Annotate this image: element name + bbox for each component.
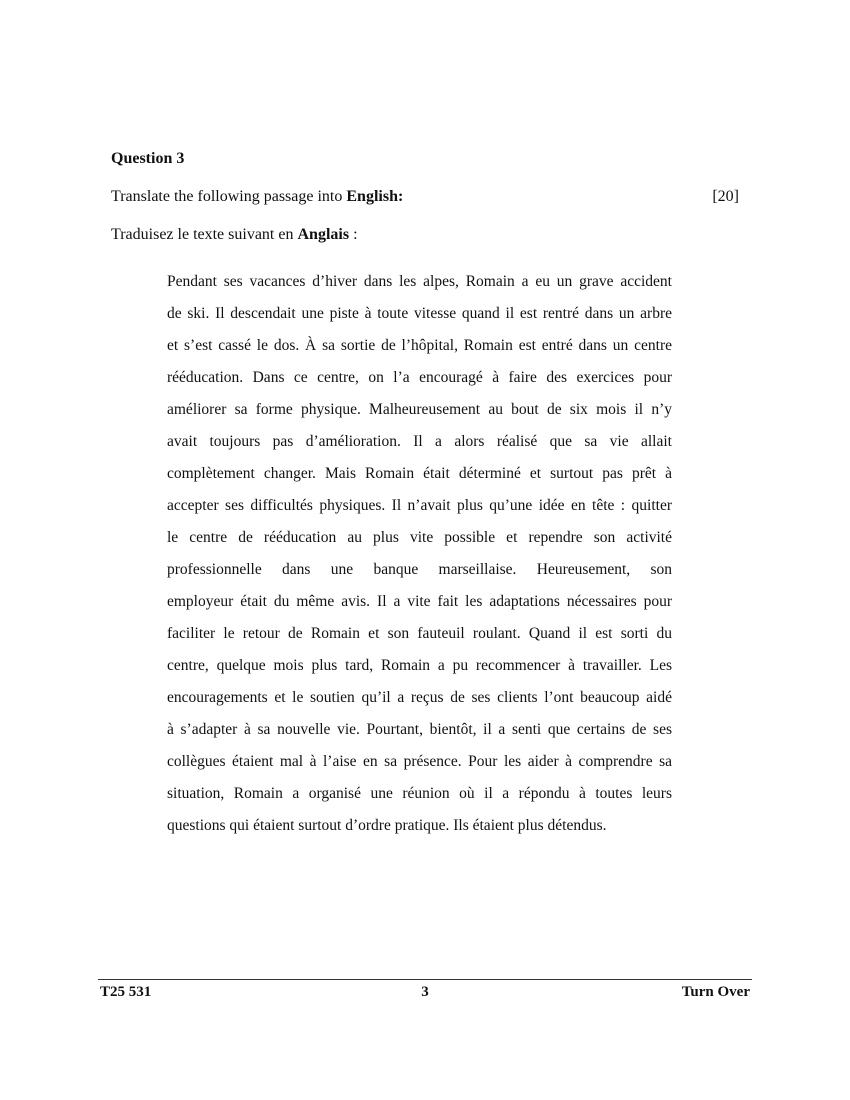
passage-line: employeur était du même avis. Il a vite fait les adaptations nécessaires pour — [167, 593, 672, 610]
page-number: 3 — [421, 984, 429, 1000]
marks-label: [20] — [712, 188, 739, 205]
passage — [167, 270, 672, 846]
passage-line: avait toujours pas d’amélioration. Il a alors réalisé que sa vie allait — [167, 433, 672, 450]
instruction-english-language: English: — [346, 188, 404, 205]
instruction-french-text: Traduisez le texte suivant en — [111, 226, 298, 243]
footer-divider — [98, 979, 752, 980]
passage-line: à s’adapter à sa nouvelle vie. Pourtant, bientôt, il a senti que certains de ses — [167, 721, 672, 738]
passage-line: le centre de rééducation au plus vite possible et rependre son activité — [167, 529, 672, 546]
passage-line: collègues étaient mal à l’aise en sa présence. Pour les aider à comprendre sa — [167, 753, 672, 770]
paper-code: T25 531 — [100, 984, 152, 1000]
passage-line: encouragements et le soutien qu’il a reçus de ses clients l’ont beaucoup aidé — [167, 689, 672, 706]
passage-line: professionnelle dans une banque marseillaise. Heureusement, son — [167, 561, 672, 578]
passage-line: Pendant ses vacances d’hiver dans les alpes, Romain a eu un grave accident — [167, 273, 672, 290]
passage-line: situation, Romain a organisé une réunion où il a répondu à toutes leurs — [167, 785, 672, 802]
instruction-french — [111, 226, 358, 244]
passage-line: rééducation. Dans ce centre, on l’a encouragé à faire des exercices pour — [167, 369, 672, 386]
instruction-french-language: Anglais — [297, 226, 350, 243]
passage-line: faciliter le retour de Romain et son fauteuil roulant. Quand il est sorti du — [167, 625, 672, 642]
turn-over-label: Turn Over — [681, 984, 750, 1000]
instruction-english — [111, 188, 403, 206]
passage-line: complètement changer. Mais Romain était déterminé et surtout pas prêt à — [167, 465, 672, 482]
passage-line: de ski. Il descendait une piste à toute vitesse quand il est rentré dans un arbre — [167, 305, 672, 322]
passage-line: centre, quelque mois plus tard, Romain a pu recommencer à travailler. Les — [167, 657, 672, 674]
passage-line: et s’est cassé le dos. À sa sortie de l’hôpital, Romain est entré dans un centre — [167, 337, 672, 354]
passage-line: questions qui étaient surtout d’ordre pratique. Ils étaient plus détendus. — [167, 817, 607, 834]
question-title: Question 3 — [111, 150, 185, 167]
instruction-english-text: Translate the following passage into — [111, 188, 347, 205]
passage-line: accepter ses difficultés physiques. Il n’avait plus qu’une idée en tête : quitter — [167, 497, 672, 514]
instruction-french-suffix: : — [349, 226, 358, 243]
passage-line: améliorer sa forme physique. Malheureusement au bout de six mois il n’y — [167, 401, 672, 418]
